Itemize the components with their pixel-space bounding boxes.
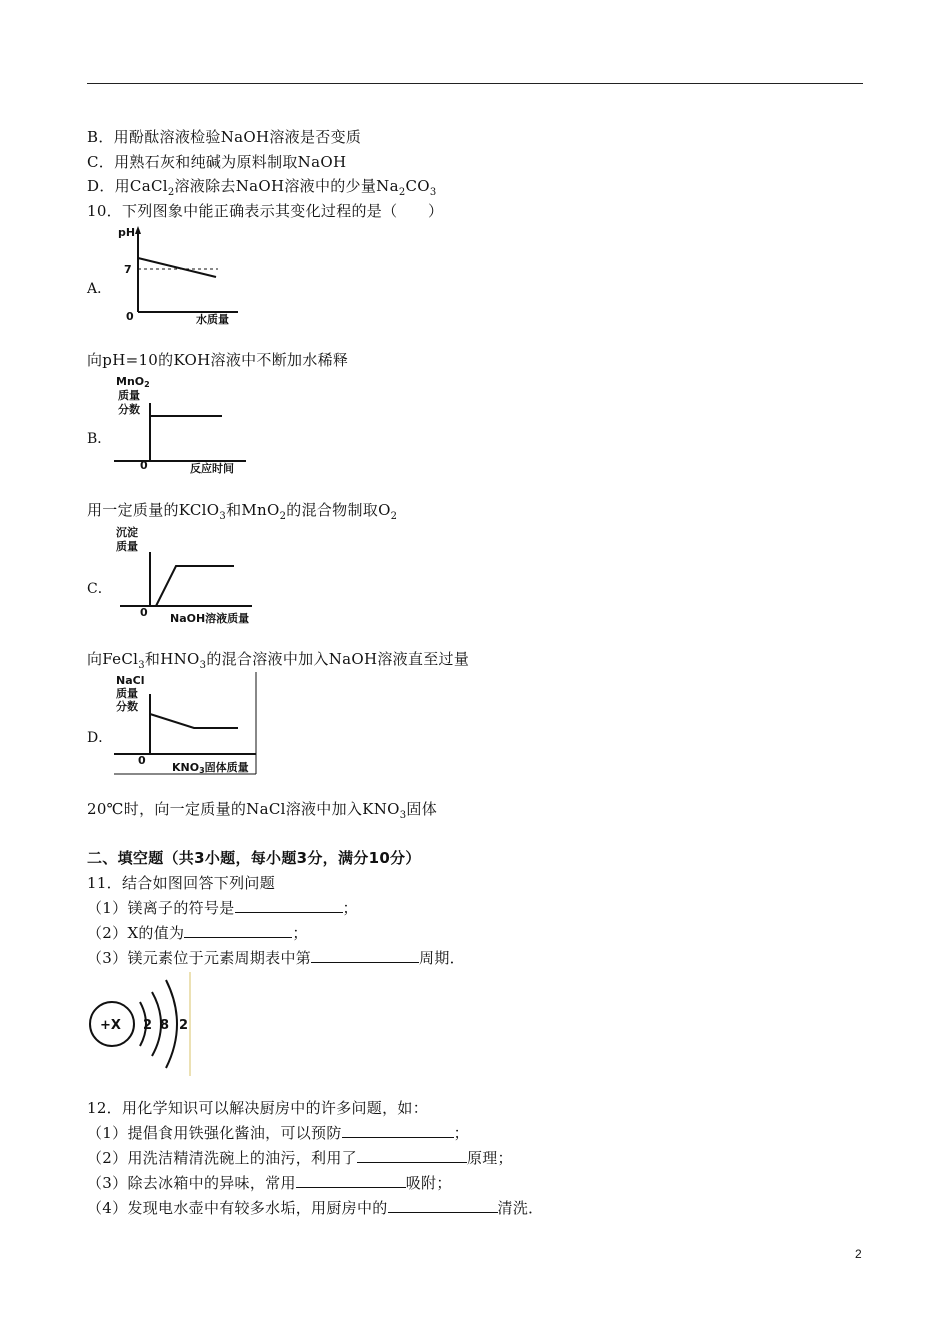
option-b-label: B． (87, 431, 112, 447)
section-2-heading: 二、填空题（共3小题，每小题3分，满分10分） (87, 849, 421, 867)
shell-2-electrons: 8 (160, 1018, 170, 1033)
graph-b-svg (112, 373, 252, 477)
answer-blank (342, 1123, 454, 1138)
question-11-part-2: （2）X的值为 ； (87, 924, 308, 942)
answer-blank (296, 1173, 406, 1188)
graph-c-curve (156, 566, 234, 606)
atom-structure-diagram (86, 972, 196, 1078)
graph-c-svg (112, 522, 272, 630)
question-11-part-1: （1）镁离子的符号是 ； (87, 899, 358, 917)
graph-d-ylabel-3: 分数 (116, 700, 138, 713)
answer-blank (235, 898, 343, 913)
page-number: 2 (855, 1247, 862, 1261)
question-12-stem: 12．用化学知识可以解决厨房中的许多问题，如： (87, 1099, 428, 1117)
question-12-part-3: （3）除去冰箱中的异味，常用 吸附； (87, 1174, 452, 1192)
option-c-caption: 向FeCl$_3$和$HNO_3$的混合溶液中加入NaOH溶液直至过量 (87, 650, 470, 671)
graph-b (112, 373, 252, 477)
graph-a-xlabel: 水质量 (196, 313, 229, 326)
q9-option-c: C．用熟石灰和纯碱为原料制取NaOH (87, 153, 347, 171)
graph-b-ylabel-2: 质量 (118, 389, 140, 402)
graph-c-ylabel-1: 沉淀 (116, 526, 138, 539)
graph-c (112, 522, 272, 630)
graph-a (112, 222, 242, 330)
graph-d-svg (112, 672, 262, 780)
q9-option-b: B．用酚酞溶液检验NaOH溶液是否变质 (87, 128, 362, 146)
option-a-label: A． (87, 281, 112, 297)
graph-c-origin: 0 (140, 606, 148, 619)
graph-a-ylabel: pH (118, 226, 136, 239)
graph-c-ylabel-2: 质量 (116, 540, 138, 553)
answer-blank (184, 923, 292, 938)
option-d-caption: 20℃时，向一定质量的NaCl溶液中加入$KNO_3$固体 (87, 800, 438, 821)
graph-d-ylabel-1: NaCl (116, 674, 145, 687)
graph-a-svg (112, 222, 242, 330)
graph-a-origin: 0 (126, 310, 134, 323)
question-12-part-1: （1）提倡食用铁强化酱油，可以预防 ； (87, 1124, 469, 1142)
graph-d-origin: 0 (138, 754, 146, 767)
graph-c-xlabel: NaOH溶液质量 (170, 612, 250, 625)
shell-1-electrons: 2 (143, 1018, 153, 1033)
answer-blank (357, 1148, 467, 1163)
atom-svg (86, 972, 196, 1078)
graph-a-y-arrow (135, 226, 141, 234)
graph-a-ytick: 7 (124, 263, 132, 276)
graph-b-ylabel-1: MnO2 (116, 375, 150, 389)
graph-b-origin: 0 (140, 459, 148, 472)
question-12-part-4: （4）发现电水壶中有较多水垢，用厨房中的 清洗． (87, 1199, 544, 1217)
graph-d-xlabel: KNO3固体质量 (172, 761, 249, 775)
graph-d-ylabel-2: 质量 (116, 687, 138, 700)
graph-d-curve (150, 714, 238, 728)
option-b-caption: 用一定质量的KClO$_3$和MnO$_2$的混合物制取$O_2$ (87, 501, 398, 522)
question-11-part-3: （3）镁元素位于元素周期表中第 周期． (87, 949, 465, 967)
graph-b-ylabel-3: 分数 (118, 403, 140, 416)
option-c-label: C． (87, 581, 112, 597)
option-a-caption: 向pH=10的KOH溶液中不断加水稀释 (87, 351, 349, 369)
nucleus-label: +X (100, 1018, 121, 1033)
answer-blank (388, 1198, 498, 1213)
q9-option-d: D．用CaCl$_2$溶液除去NaOH溶液中的少量$Na_2CO_3$ (87, 177, 437, 198)
question-12-part-2: （2）用洗洁精清洗碗上的油污，利用了 原理； (87, 1149, 513, 1167)
graph-a-curve (138, 258, 216, 277)
header-rule (87, 83, 863, 84)
question-10-stem: 10．下列图象中能正确表示其变化过程的是（ ） (87, 202, 444, 220)
option-d-label: D． (87, 730, 113, 746)
question-11-stem: 11．结合如图回答下列问题 (87, 874, 275, 892)
graph-b-xlabel: 反应时间 (190, 462, 234, 475)
answer-blank (311, 948, 419, 963)
shell-3-electrons: 2 (179, 1018, 189, 1033)
graph-d (112, 672, 262, 780)
